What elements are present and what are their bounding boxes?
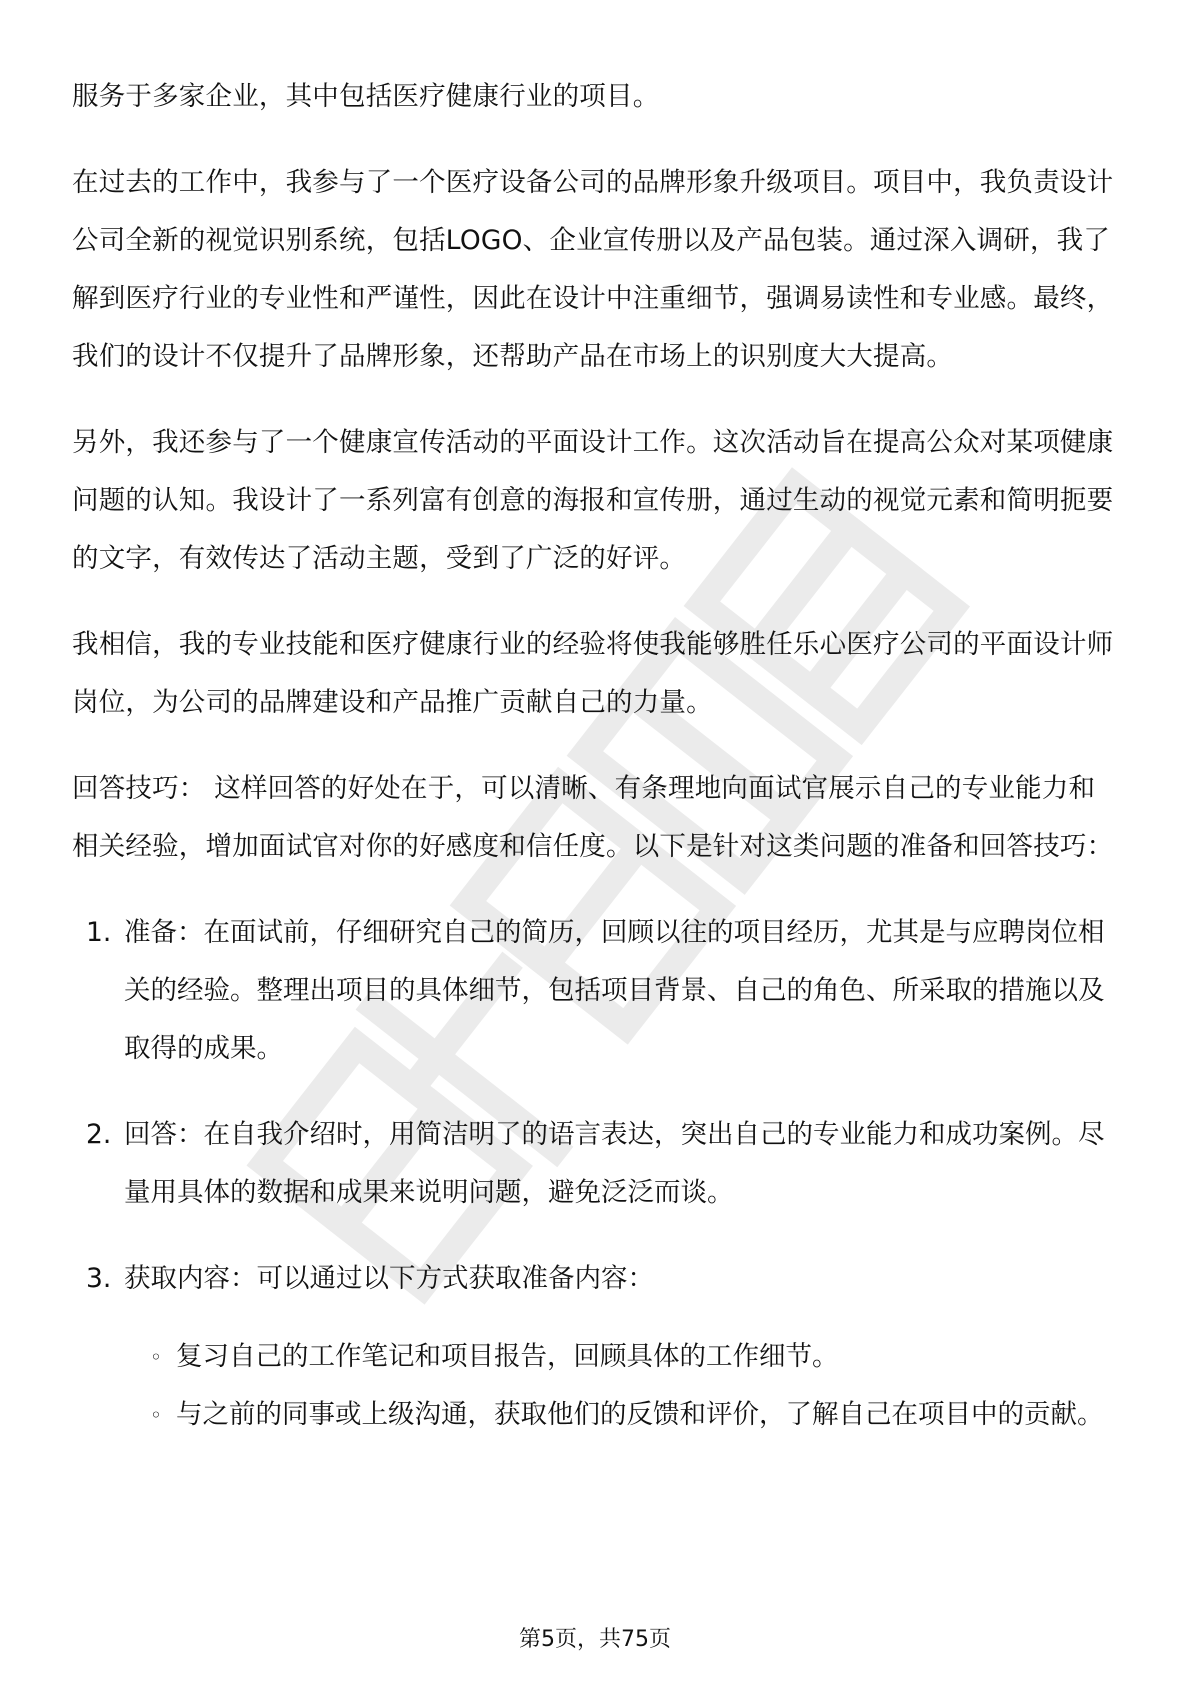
answer-tips-paragraph: 回答技巧： 这样回答的好处在于，可以清晰、有条理地向面试官展示自己的专业能力和相关经验，增加面试官对你的好感度和信任度。以下是针对这类问题的准备和回答技巧：: [72, 773, 1114, 862]
list-item-text: 准备：在面试前，仔细研究自己的简历，回顾以往的项目经历，尤其是与应聘岗位相关的经验。整理出项目的具体细节，包括项目背景、自己的角色、所采取的措施以及取得的成果。: [124, 917, 1105, 1064]
bullet-icon: ◦: [150, 1345, 162, 1369]
bullet-item: [72, 1328, 1118, 1386]
list-number: 3.: [86, 1263, 112, 1294]
list-item-text: 回答：在自我介绍时，用简洁明了的语言表达，突出自己的专业能力和成功案例。尽量用具体的数据和成果来说明问题，避免泛泛而谈。: [124, 1119, 1105, 1208]
bullet-item-text: 与之前的同事或上级沟通，获取他们的反馈和评价，了解自己在项目中的贡献。: [176, 1399, 1104, 1430]
bullet-item-text: 复习自己的工作笔记和项目报告，回顾具体的工作细节。: [176, 1341, 839, 1372]
list-item: [72, 1106, 1118, 1222]
bullet-icon: ◦: [150, 1403, 162, 1427]
list-item: [72, 904, 1118, 1078]
sub-bullet-list: [72, 1328, 1118, 1444]
document-body: [72, 68, 1118, 1444]
page-number-footer: 第5页，共75页: [519, 1627, 671, 1652]
paragraph: 另外，我还参与了一个健康宣传活动的平面设计工作。这次活动旨在提高公众对某项健康问题的认知。我设计了一系列富有创意的海报和宣传册，通过生动的视觉元素和简明扼要的文字，有效传达了活动主题，受到了广泛的好评。: [72, 427, 1114, 574]
list-item-text: 获取内容：可以通过以下方式获取准备内容：: [124, 1263, 654, 1294]
paragraph: 服务于多家企业，其中包括医疗健康行业的项目。: [72, 81, 660, 112]
list-number: 2.: [86, 1119, 112, 1150]
bullet-item: [72, 1386, 1118, 1444]
paragraph: 我相信，我的专业技能和医疗健康行业的经验将使我能够胜任乐心医疗公司的平面设计师岗位，为公司的品牌建设和产品推广贡献自己的力量。: [72, 629, 1114, 718]
list-item: [72, 1250, 1118, 1308]
paragraph: 在过去的工作中，我参与了一个医疗设备公司的品牌形象升级项目。项目中，我负责设计公司全新的视觉识别系统，包括LOGO、企业宣传册以及产品包装。通过深入调研，我了解到医疗行业的专业性和严谨性，因此在设计中注重细节，强调易读性和专业感。最终，我们的设计不仅提升了品牌形象，还帮助产品在市场上的识别度大大提高。: [72, 167, 1114, 372]
list-number: 1.: [86, 917, 112, 948]
tips-ordered-list: [72, 904, 1118, 1308]
